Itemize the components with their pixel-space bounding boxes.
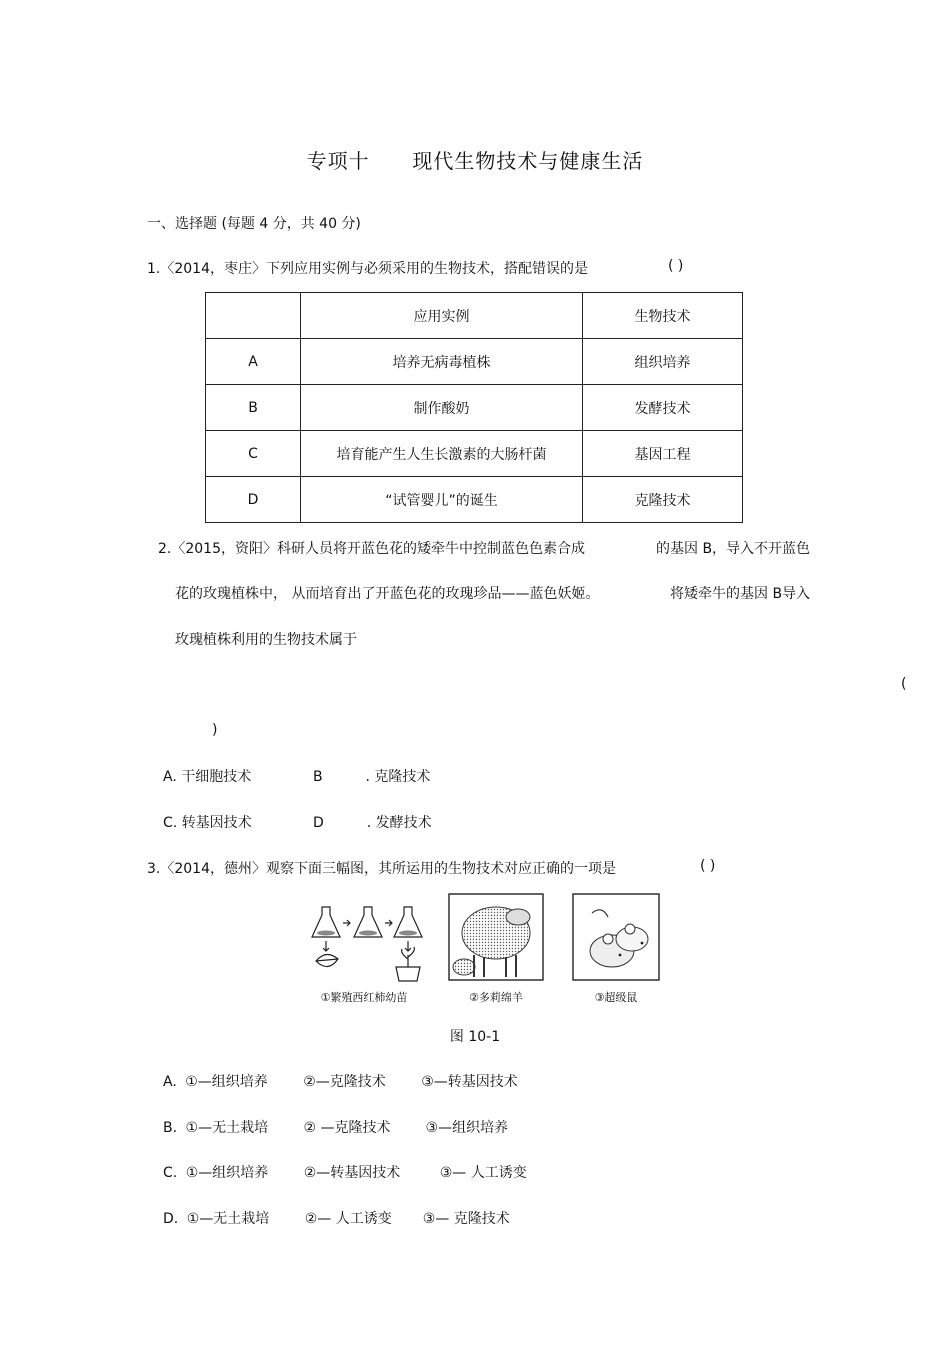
q2-paren-close: ) [212, 722, 218, 738]
q3-option-b [163, 1117, 508, 1137]
q2-option-c [163, 812, 252, 832]
table-cell: 发酵技术 [583, 385, 743, 431]
option-part: ①—组织培养 [185, 1074, 268, 1090]
title-part2: 现代生物技术与健康生活 [412, 149, 644, 173]
q1-table [205, 292, 743, 523]
q3-option-a [163, 1071, 518, 1091]
q3-answer-paren: ( ) [700, 858, 716, 874]
q3-option-d [163, 1208, 510, 1228]
q2-option-b [313, 766, 430, 786]
table-header-cell [206, 293, 301, 339]
q2-line2a: 花的玫瑰植株中， 从而培育出了开蓝色花的玫瑰珍品——蓝色妖姬。 [175, 586, 600, 602]
title-part1: 专项十 [306, 149, 370, 173]
flask-diagram-icon [304, 893, 424, 983]
sheep-icon [448, 893, 544, 983]
option-part: ①—组织培养 [185, 1165, 269, 1181]
option-letter: D [313, 815, 324, 831]
option-part: ③— 人工诱变 [439, 1165, 527, 1181]
table-header-cell: 应用实例 [301, 293, 583, 339]
figure-tomato-seedlings [304, 893, 424, 1005]
mouse-icon [572, 893, 660, 983]
figure-label: 图 10-1 [449, 1029, 501, 1045]
option-letter: C. [163, 1165, 178, 1181]
table-row [206, 339, 743, 385]
option-letter: D. [163, 1211, 179, 1227]
q1-answer-paren: ( ) [668, 258, 684, 274]
q2-line3: 玫瑰植株利用的生物技术属于 [175, 632, 357, 648]
table-cell: C [206, 431, 301, 477]
figure-super-mouse [572, 893, 662, 1005]
option-letter: B [313, 769, 323, 785]
section-heading: 一、选择题 (每题 4 分，共 40 分) [147, 216, 361, 232]
option-part: ③—转基因技术 [421, 1074, 518, 1090]
option-part: ①—无土栽培 [186, 1211, 270, 1227]
table-cell: 制作酸奶 [301, 385, 583, 431]
option-text: 干细胞技术 [181, 769, 252, 785]
table-header-row [206, 293, 743, 339]
table-cell: A [206, 339, 301, 385]
table-row [206, 385, 743, 431]
option-part: ②—转基因技术 [303, 1165, 401, 1181]
option-text: . 克隆技术 [365, 769, 431, 785]
option-part: ②—克隆技术 [303, 1074, 386, 1090]
q2-paren-open: ( [901, 676, 907, 692]
q1-stem: 1.〈2014，枣庄〉下列应用实例与必须采用的生物技术，搭配错误的是 [147, 261, 588, 277]
table-cell: B [206, 385, 301, 431]
option-part: ①—无土栽培 [185, 1120, 269, 1136]
table-cell: 培育能产生人生长激素的大肠杆菌 [301, 431, 583, 477]
table-cell: 培养无病毒植株 [301, 339, 583, 385]
caption-fig2: ②多莉绵羊 [469, 991, 523, 1004]
q3-option-c [163, 1162, 527, 1182]
table-row [206, 431, 743, 477]
table-cell: 克隆技术 [583, 477, 743, 523]
q2-option-d [313, 812, 432, 832]
option-letter: A. [163, 1074, 177, 1090]
option-letter: C. [163, 815, 178, 831]
q2-line1a: 2.〈2015，资阳〉科研人员将开蓝色花的矮牵牛中控制蓝色色素合成 [158, 541, 585, 557]
table-cell: D [206, 477, 301, 523]
caption-fig1: ①繁殖西红柿幼苗 [320, 991, 408, 1004]
option-part: ③—组织培养 [425, 1120, 509, 1136]
option-letter: B. [163, 1120, 178, 1136]
q2-option-a [163, 766, 251, 786]
page-title [0, 145, 950, 174]
table-cell: “试管婴儿”的诞生 [301, 477, 583, 523]
figure-dolly-sheep [448, 893, 548, 1005]
q3-stem: 3.〈2014，德州〉观察下面三幅图，其所运用的生物技术对应正确的一项是 [147, 861, 616, 877]
q2-line1b: 的基因 B，导入不开蓝色 [656, 541, 811, 557]
option-letter: A. [163, 769, 177, 785]
table-cell: 基因工程 [583, 431, 743, 477]
option-text: 转基因技术 [181, 815, 252, 831]
option-part: ②— 人工诱变 [304, 1211, 392, 1227]
option-part: ③— 克隆技术 [422, 1211, 510, 1227]
option-part: ② —克隆技术 [303, 1120, 391, 1136]
table-header-cell: 生物技术 [583, 293, 743, 339]
option-text: . 发酵技术 [366, 815, 432, 831]
q2-line2b: 将矮牵牛的基因 B导入 [670, 586, 811, 602]
table-cell: 组织培养 [583, 339, 743, 385]
table-row [206, 477, 743, 523]
caption-fig3: ③超级鼠 [594, 991, 638, 1004]
